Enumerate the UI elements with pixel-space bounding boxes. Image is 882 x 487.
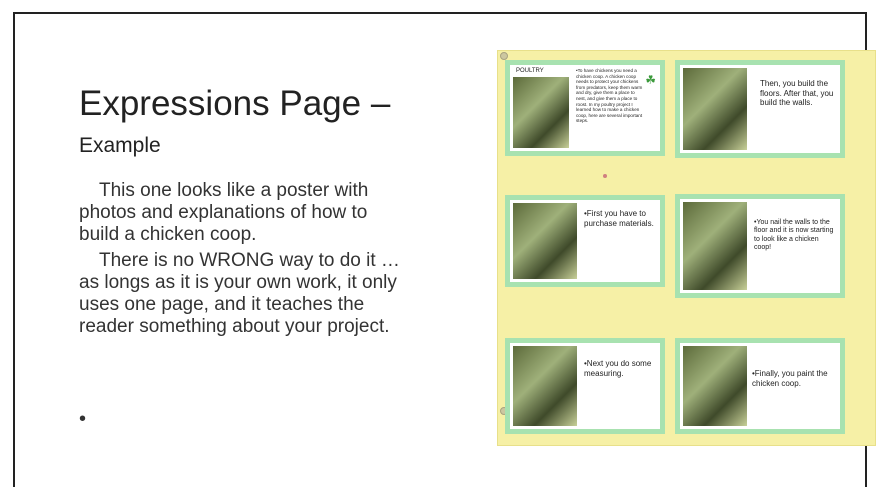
card-inner bbox=[680, 199, 840, 293]
punch-hole bbox=[500, 52, 508, 60]
card-inner bbox=[510, 65, 660, 151]
coop-photo bbox=[683, 202, 747, 290]
coop-photo bbox=[513, 203, 577, 279]
poster-card bbox=[505, 338, 665, 434]
card-inner bbox=[510, 200, 660, 282]
poster-card bbox=[505, 60, 665, 156]
coop-photo bbox=[683, 68, 747, 150]
body-paragraph-1 bbox=[79, 180, 409, 246]
body-paragraph-2 bbox=[79, 250, 409, 338]
poster-card bbox=[675, 194, 845, 298]
card-text: •Next you do some measuring. bbox=[584, 359, 652, 378]
slide-subtitle: Example bbox=[79, 134, 161, 157]
poster-card bbox=[505, 195, 665, 287]
poultry-label: POULTRY bbox=[516, 68, 544, 74]
body-paragraph-2-text: There is no WRONG way to do it … as longs as it is your own work, it only uses one page, and it teaches the reader something about your project. bbox=[79, 250, 400, 337]
card-text: •First you have to purchase materials. bbox=[584, 209, 654, 228]
stain-dot bbox=[603, 174, 607, 178]
card-text: •To have chickens you need a chicken coop. A chicken coop needs to protect your chickens from predators, keep them warm and dry, give them a place to nest, and give them a place to roost. In my poultry project I learned how to make a chicken coop, here are several important steps. bbox=[576, 68, 643, 124]
coop-photo bbox=[513, 346, 577, 426]
card-text: •Finally, you paint the chicken coop. bbox=[752, 369, 828, 388]
card-inner bbox=[680, 65, 840, 153]
coop-photo bbox=[683, 346, 747, 426]
card-text: •You nail the walls to the floor and it is now starting to look like a chicken coop! bbox=[754, 219, 834, 252]
card-text: Then, you build the floors. After that, you build the walls. bbox=[760, 79, 834, 107]
poster-image bbox=[497, 50, 876, 446]
poster-card bbox=[675, 60, 845, 158]
empty-bullet: • bbox=[79, 408, 87, 430]
card-inner bbox=[680, 343, 840, 429]
poster-card bbox=[675, 338, 845, 434]
four-leaf-clover-icon: ☘ bbox=[645, 73, 656, 87]
body-paragraph-1-text: This one looks like a poster with photos and explanations of how to build a chicken coop. bbox=[79, 180, 369, 245]
slide-title: Expressions Page – bbox=[79, 84, 391, 123]
card-inner bbox=[510, 343, 660, 429]
coop-photo bbox=[513, 77, 569, 148]
